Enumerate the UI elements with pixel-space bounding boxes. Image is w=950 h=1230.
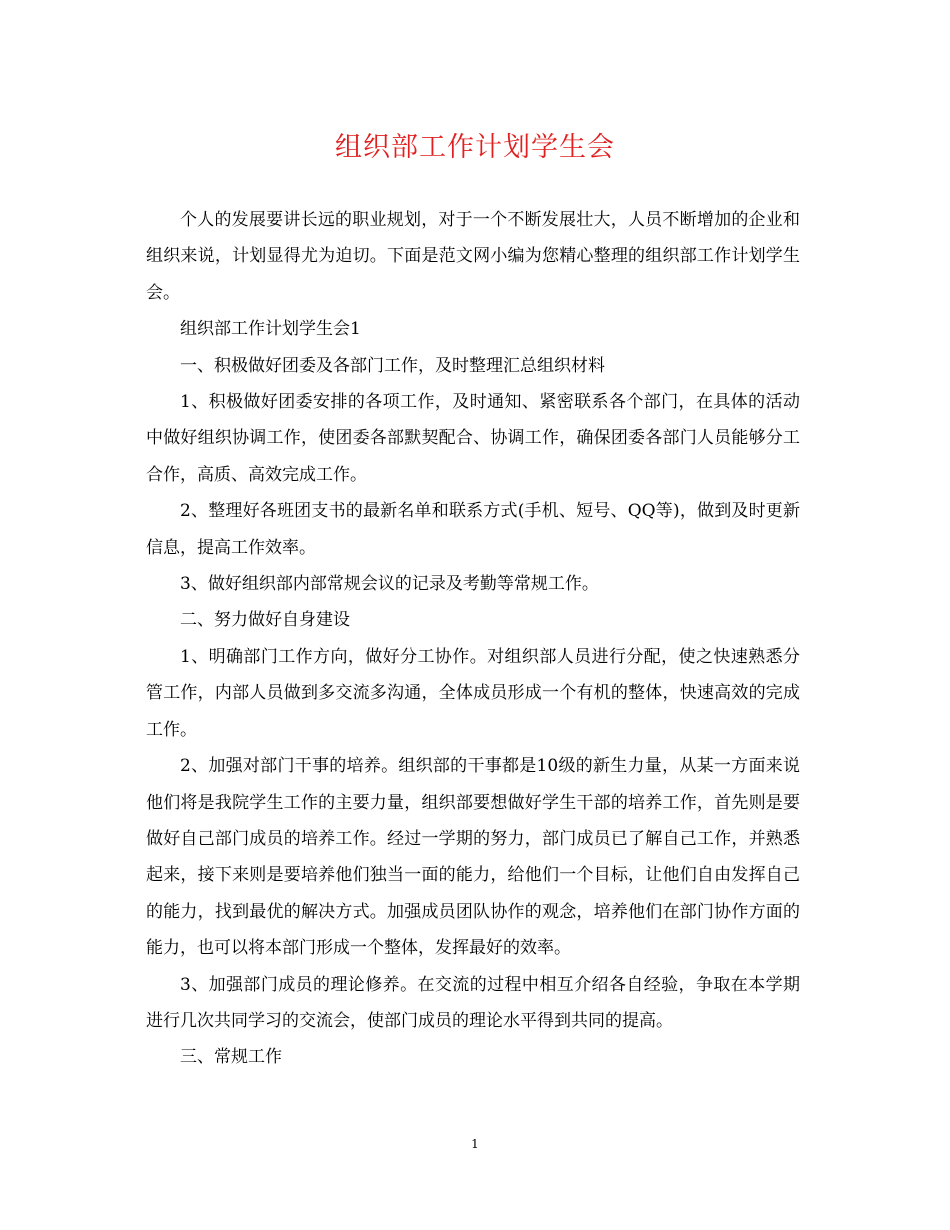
body-paragraph: 3、加强部门成员的理论修养。在交流的过程中相互介绍各自经验，争取在本学期进行几次共同学习的交流会，使部门成员的理论水平得到共同的提高。 (146, 974, 800, 1031)
section-heading-2: 二、努力做好自身建设 (180, 610, 350, 631)
body-paragraph: 1、明确部门工作方向，做好分工协作。对组织部人员进行分配，使之快速熟悉分管工作，内部人员做到多交流多沟通，全体成员形成一个有机的整体，快速高效的完成工作。 (146, 646, 800, 740)
intro-paragraph: 个人的发展要讲长远的职业规划，对于一个不断发展壮大，人员不断增加的企业和组织来说，计划显得尤为迫切。下面是范文网小编为您精心整理的组织部工作计划学生会。 (146, 210, 800, 303)
section-heading-plan-1: 组织部工作计划学生会1 (180, 319, 361, 340)
section-heading-3: 三、常规工作 (180, 1047, 282, 1068)
body-paragraph: 2、整理好各班团支书的最新名单和联系方式(手机、短号、QQ等)，做到及时更新信息，提高工作效率。 (146, 501, 800, 558)
body-paragraph: 2、加强对部门干事的培养。组织部的干事都是10级的新生力量，从某一方面来说他们将是我院学生工作的主要力量，组织部要想做好学生干部的培养工作，首先则是要做好自己部门成员的培养工作。经过一学期的努力，部门成员已了解自己工作，并熟悉起来，接下来则是要培养他们独当一面的能力，给他们一个目标，让他们自由发挥自己的能力，找到最优的解决方式。加强成员团队协作的观念，培养他们在部门协作方面的能力，也可以将本部门形成一个整体，发挥最好的效率。 (146, 756, 800, 959)
page-number: 1 (471, 1137, 479, 1151)
section-heading-1: 一、积极做好团委及各部门工作，及时整理汇总组织材料 (180, 355, 605, 376)
body-paragraph: 3、做好组织部内部常规会议的记录及考勤等常规工作。 (180, 574, 599, 595)
document-body (146, 202, 800, 1076)
body-paragraph: 1、积极做好团委安排的各项工作，及时通知、紧密联系各个部门，在具体的活动中做好组织协调工作，使团委各部默契配合、协调工作，确保团委各部门人员能够分工合作，高质、高效完成工作。 (146, 392, 800, 485)
document-title: 组织部工作计划学生会 (335, 132, 615, 163)
